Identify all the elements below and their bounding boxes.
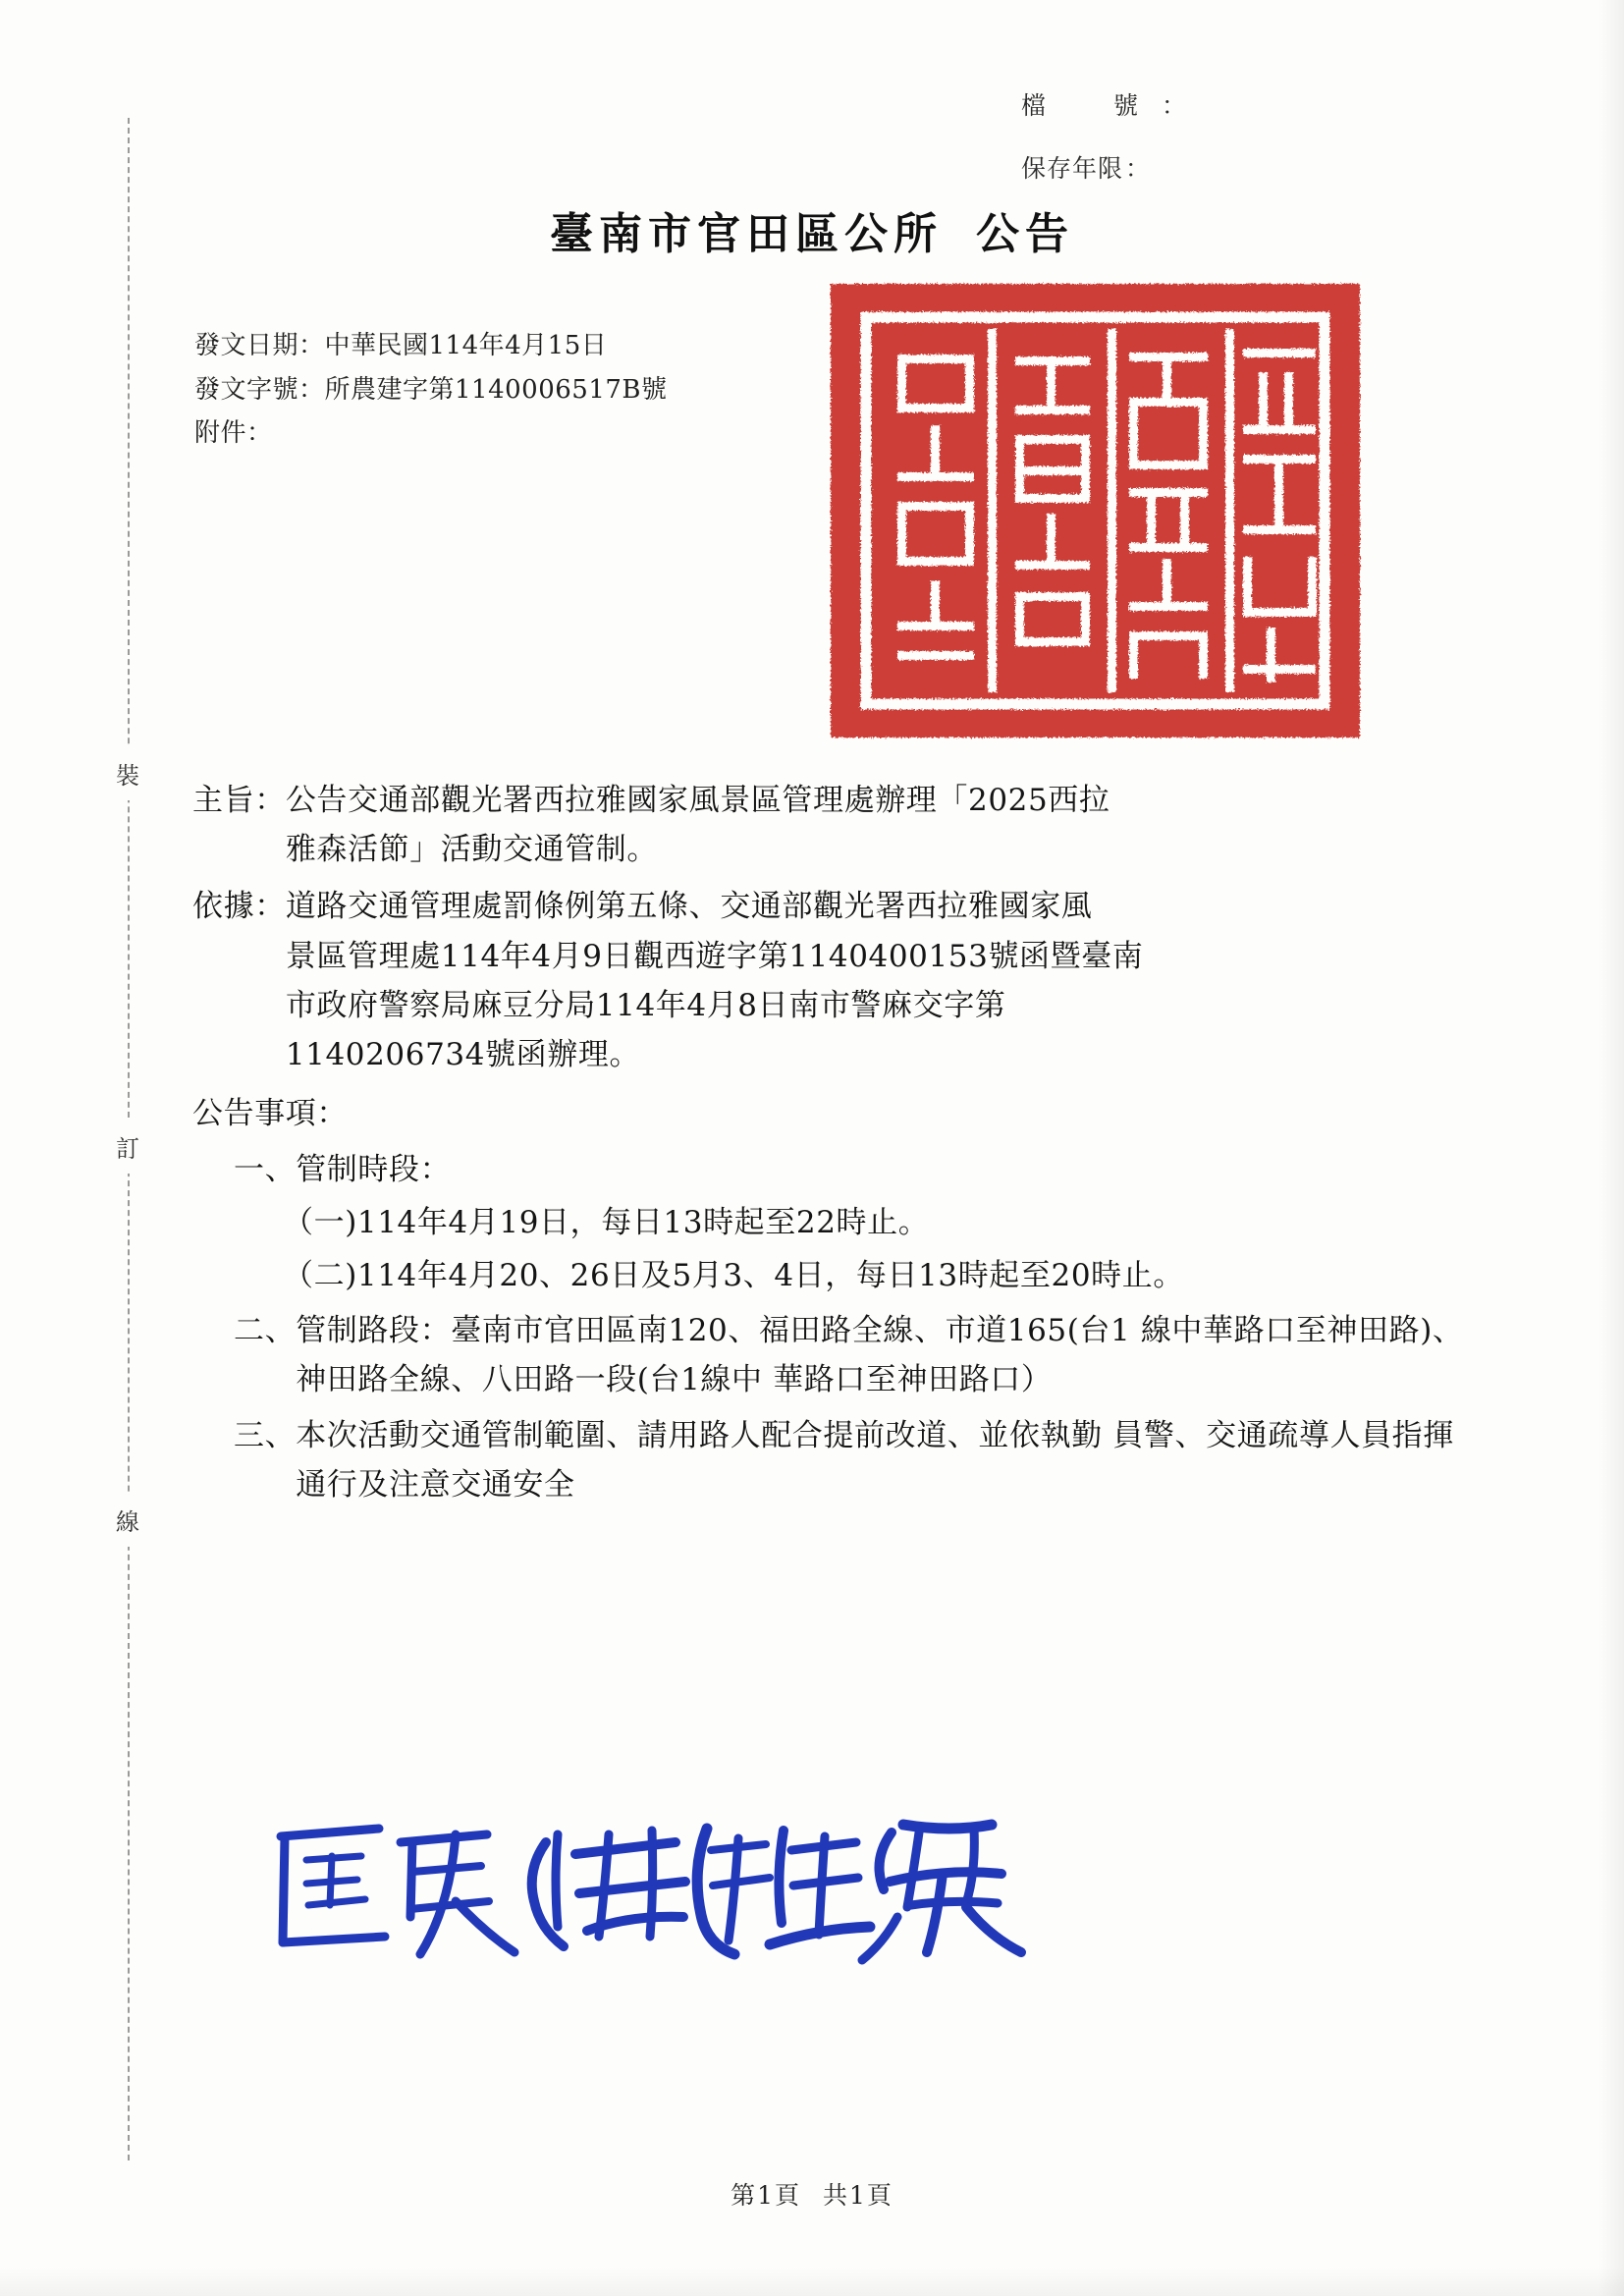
notice-subitem: （二)114年4月20、26日及5月3、4日，每日13時起至20時止。	[283, 1257, 1184, 1293]
scan-edge-bottom	[0, 2267, 1624, 2296]
archive-file-number-row	[1021, 86, 1434, 122]
page-total: 共1頁	[823, 2181, 893, 2210]
notice-item-text	[296, 1306, 1469, 1404]
archive-file-number-label: 檔 號	[1021, 91, 1161, 120]
document-body	[192, 776, 1469, 1509]
archive-retention-row	[1021, 149, 1434, 185]
document-meta	[194, 324, 668, 456]
notice-item-number: 二、	[234, 1313, 297, 1349]
notice-item-line: 華路口至神田路口）	[773, 1362, 1053, 1398]
notice-item-text: 管制時段：	[296, 1151, 452, 1187]
notice-item-line: 線中華路口至神田路)、神田路全線、八田路一段(台1線中	[296, 1313, 1464, 1398]
basis-line-4: 1140206734號函辦理。	[285, 1037, 641, 1073]
issuing-organization: 臺南市官田區公所	[550, 209, 943, 259]
notice-subitem: （一)114年4月19日，每日13時起至22時止。	[283, 1204, 930, 1240]
basis-line-2: 景區管理處114年4月9日觀西遊字第1140400153號函暨臺南	[285, 938, 1144, 974]
subject-section	[192, 776, 1469, 874]
subject-line-2: 雅森活節」活動交通管制。	[285, 832, 659, 868]
issue-date: 發文日期：中華民國114年4月15日	[194, 331, 608, 360]
signature	[263, 1799, 1068, 1976]
subject-text	[286, 776, 1469, 874]
document-number: 發文字號：所農建字第1140006517B號	[194, 374, 668, 405]
notice-item-number: 一、	[234, 1151, 297, 1187]
notice-item-text	[296, 1411, 1469, 1509]
archive-retention-label: 保存年限	[1021, 154, 1124, 183]
binding-mark-1: 訂	[108, 1120, 147, 1174]
binding-mark-2: 線	[108, 1493, 147, 1547]
notice-items-heading: 公告事項：	[192, 1096, 348, 1132]
basis-section	[192, 882, 1469, 1079]
archive-fields	[1021, 86, 1434, 212]
notice-item-number: 三、	[234, 1417, 297, 1453]
basis-label: 依據：	[192, 889, 286, 925]
notice-item	[192, 1145, 1469, 1194]
subject-label: 主旨：	[192, 783, 286, 818]
document-type: 公告	[976, 209, 1074, 259]
scan-edge-right	[1598, 0, 1624, 2296]
basis-text	[286, 882, 1469, 1079]
notice-item-line: 員警、交通疏導人員指揮通行及注意交通安全	[296, 1417, 1454, 1503]
basis-line-3: 市政府警察局麻豆分局114年4月8日南市警麻交字第	[285, 987, 1006, 1023]
binding-marks	[106, 118, 151, 2160]
attachment-field: 附件：	[194, 418, 273, 449]
notice-item	[192, 1306, 1469, 1404]
page-title	[0, 198, 1624, 261]
notice-item-line: 管制路段：臺南市官田區南120、福田路全線、市道165(台1	[296, 1313, 1131, 1349]
official-seal-icon	[823, 278, 1368, 744]
archive-file-number-value: ：	[1162, 91, 1188, 120]
archive-retention-value: ：	[1125, 154, 1152, 183]
binding-mark-0: 裝	[108, 746, 147, 800]
subject-line-1: 公告交通部觀光署西拉雅國家風景區管理處辦理「2025西拉	[285, 783, 1110, 818]
page-current: 第1頁	[731, 2181, 801, 2210]
basis-line-1: 道路交通管理處罰條例第五條、交通部觀光署西拉雅國家風	[285, 889, 1093, 925]
notice-item	[192, 1411, 1469, 1509]
page-footer	[0, 2176, 1624, 2212]
notice-item-line: 本次活動交通管制範圍、請用路人配合提前改道、並依執勤	[296, 1417, 1103, 1453]
